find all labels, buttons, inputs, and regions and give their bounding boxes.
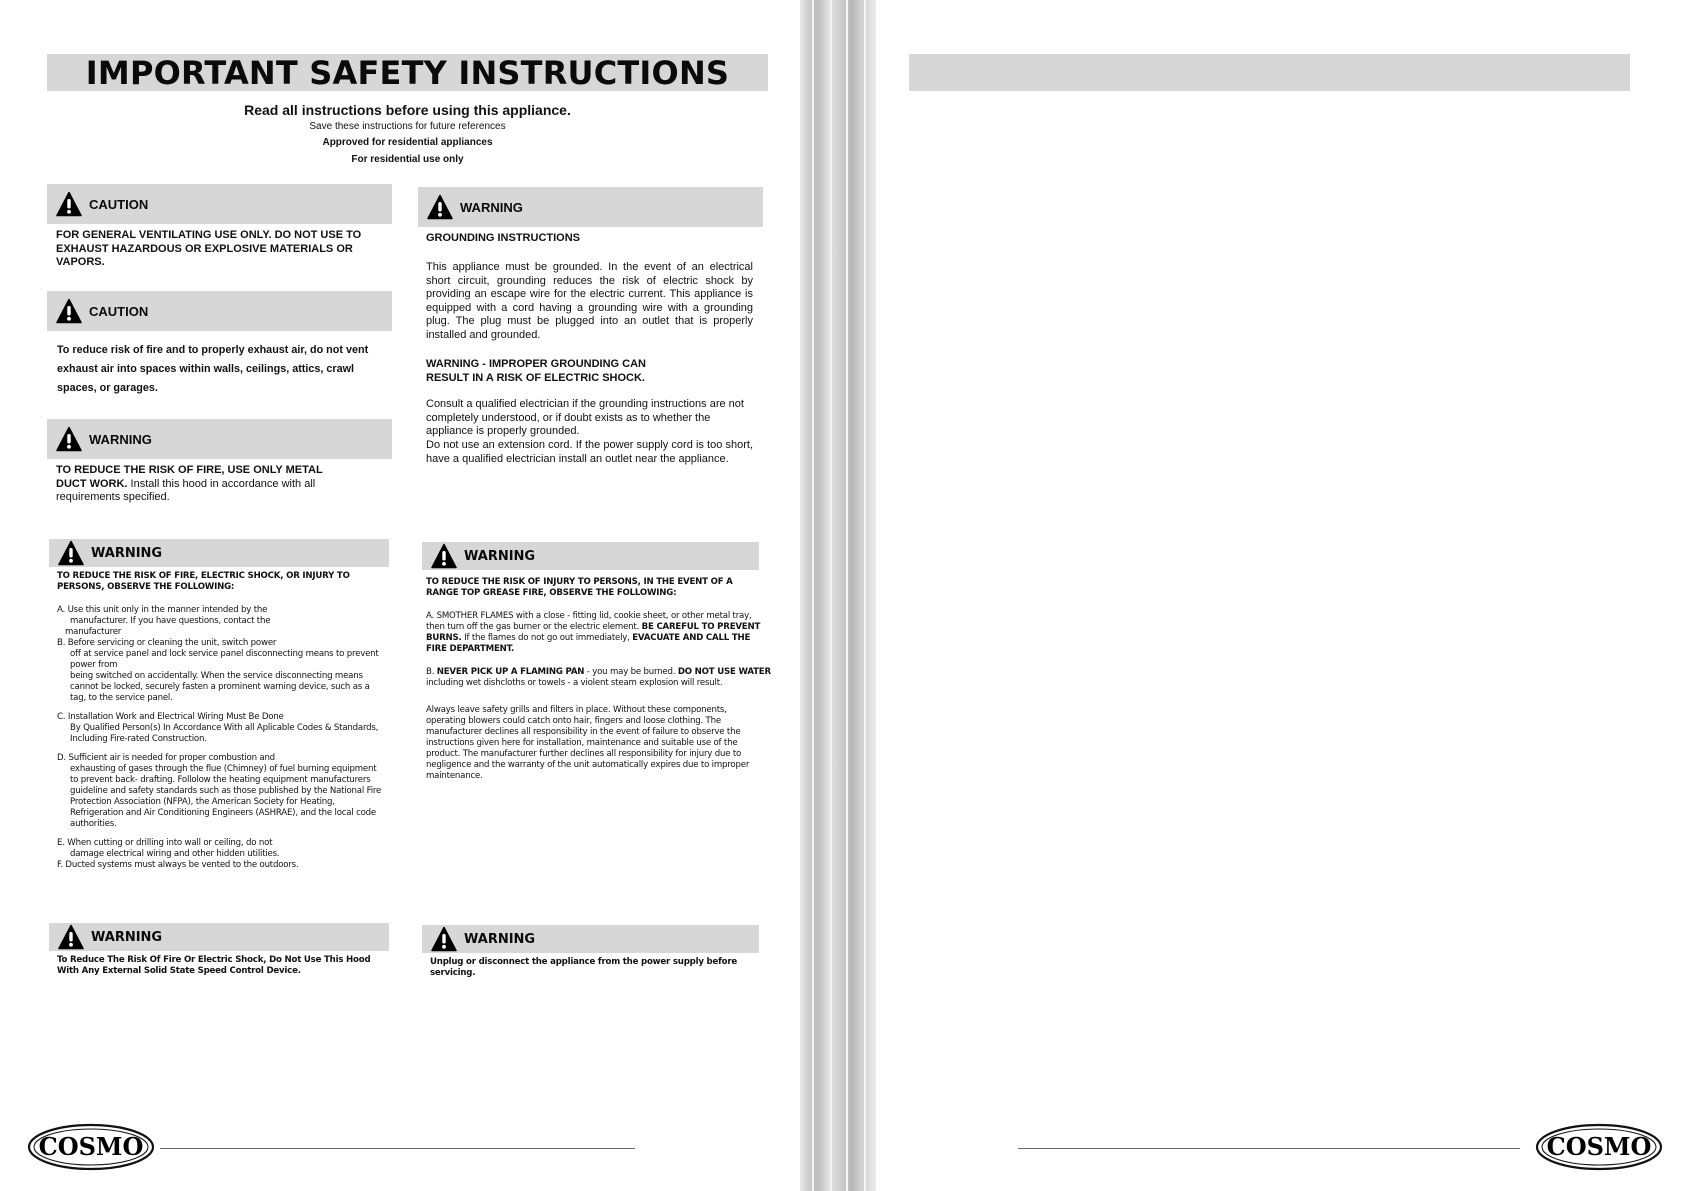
list-item-e2: damage electrical wiring and other hidden utilities. <box>70 849 280 859</box>
grease-heading: TO REDUCE THE RISK OF INJURY TO PERSONS, IN THE EVENT OF A RANGE TOP GREASE FIRE, OBSERVE THE FOLLOWING: <box>426 577 733 598</box>
warning-triangle-icon <box>427 194 453 220</box>
right-title-bar <box>909 54 1630 91</box>
cosmo-logo-left <box>26 1122 156 1172</box>
caution-text-1: FOR GENERAL VENTILATING USE ONLY. DO NOT USE TO EXHAUST HAZARDOUS OR EXPLOSIVE MATERIALS OR VAPORS. <box>56 229 362 268</box>
warning-duct-bold: TO REDUCE THE RISK OF FIRE, USE ONLY METAL DUCT WORK. <box>56 464 323 490</box>
caution-header-1 <box>47 184 392 224</box>
list-item-a2: manufacturer. If you have questions, contact the <box>70 616 271 626</box>
warning-duct-normal: Install this hood in accordance with all requirements specified. <box>56 477 316 503</box>
grease-b-normal-2: - you may be burned. <box>584 667 678 677</box>
book-spine <box>800 0 876 1191</box>
footer-line-left <box>160 1148 635 1149</box>
warning-triangle-icon <box>431 543 457 569</box>
grease-para: Always leave safety grills and filters in place. Without these components, operating blowers could catch onto hair, fingers and loose clothing. The manufacturer declines all responsibility in the event of failure to observe the instructions given here for installation, maintenance and suitable use of the product. The manufacturer further declines all responsibility for injury due to negligence and the warranty of the unit automatically expires due to improper maintenance. <box>426 705 750 781</box>
grease-b-normal-3: including wet dishcloths or towels - a violent steam explosion will result. <box>426 678 723 688</box>
grease-item-b <box>426 667 776 689</box>
warning-injury-list <box>57 605 387 871</box>
grease-b-bold-1: NEVER PICK UP A FLAMING PAN <box>436 667 585 677</box>
caution-label-2: CAUTION <box>89 303 149 319</box>
list-item-e1: E. When cutting or drilling into wall or ceiling, do not <box>57 838 273 848</box>
list-item-c1: C. Installation Work and Electrical Wiring Must Be Done <box>57 712 284 722</box>
list-item-d1: D. Sufficient air is needed for proper combustion and <box>57 753 275 763</box>
warning-label-injury: WARNING <box>91 545 163 561</box>
warning-header-speed <box>49 923 389 951</box>
grounding-para-1: This appliance must be grounded. In the event of an electrical short circuit, grounding reduces the risk of electric shock by providing an escape wire for the electric current. This appliance is equipped with a cord having a grounding wire with a grounding plug. The plug must be plugged into an outlet that is properly installed and grounded. <box>426 261 753 341</box>
intro-main: Read all instructions before using this appliance. <box>244 102 571 118</box>
grounding-para-3: Do not use an extension cord. If the power supply cord is too short, have a qualified electrician install an outlet near the appliance. <box>426 439 753 465</box>
spine-stripe <box>830 0 832 1191</box>
intro-approved: Approved for residential appliances <box>322 137 493 148</box>
spine-stripe <box>812 0 814 1191</box>
list-item-f1: F. Ducted systems must always be vented to the outdoors. <box>57 860 299 870</box>
grease-a-normal-1: A. SMOTHER FLAMES with a close - fitting lid, cookie sheet, or other metal tray, then turn off the gas burner or the electric element. <box>426 611 752 632</box>
warning-triangle-icon <box>431 926 457 952</box>
warning-triangle-icon <box>56 426 82 452</box>
list-item-d2: exhausting of gases through the flue (Chimney) of fuel burning equipment to prevent back- drafting. Follolow the heating equipment manufacturers guideline and safety standards such as those published by the National Fire Protection Association (NFPA), the American Society for Heating, Refrigeration and Air Conditioning Engineers (ASHRAE), and the local code authorities. <box>70 764 382 829</box>
warning-header-ground <box>418 187 763 227</box>
grease-b-normal-1: B. <box>426 667 437 677</box>
footer-line-right <box>1018 1148 1520 1149</box>
warning-label-grease: WARNING <box>464 548 536 564</box>
grease-item-a <box>426 611 766 655</box>
list-item-c2: By Qualified Person(s) In Accordance With all Aplicable Codes & Standards, Including Fire-rated Construction. <box>70 723 379 744</box>
intro-residential: For residential use only <box>351 154 464 165</box>
warning-triangle-icon <box>56 298 82 324</box>
grease-a-bold-1: BE CAREFUL TO PREVENT BURNS. <box>426 622 761 643</box>
list-item-a1: A. Use this unit only in the manner intended by the <box>57 605 268 615</box>
warning-unplug-text: Unplug or disconnect the appliance from the power supply before servicing. <box>430 957 738 978</box>
warning-triangle-icon <box>58 540 84 566</box>
right-page <box>876 0 1684 1191</box>
grounding-heading: GROUNDING INSTRUCTIONS <box>426 232 580 244</box>
warning-injury-heading: TO REDUCE THE RISK OF FIRE, ELECTRIC SHOCK, OR INJURY TO PERSONS, OBSERVE THE FOLLOWING: <box>57 571 350 592</box>
caution-label-1: CAUTION <box>89 196 149 212</box>
list-item-b2: off at service panel and lock service panel disconnecting means to prevent power from <box>70 649 379 670</box>
warning-label-ground: WARNING <box>460 199 523 215</box>
warning-label-speed: WARNING <box>91 929 163 945</box>
warning-text-duct <box>56 464 346 505</box>
grease-b-bold-2: DO NOT USE WATER <box>677 667 771 677</box>
warning-triangle-icon <box>58 924 84 950</box>
warning-label-duct: WARNING <box>89 431 152 447</box>
caution-header-2 <box>47 291 392 331</box>
page-title-bar <box>47 54 768 91</box>
warning-speed-text: To Reduce The Risk Of Fire Or Electric Shock, Do Not Use This Hood With Any External Solid State Speed Control Device. <box>57 955 371 976</box>
spine-stripe <box>864 0 866 1191</box>
grease-a-normal-2: If the flames do not go out immediately, <box>461 633 633 643</box>
list-item-b3: being switched on accidentally. When the service disconnecting means cannot be locked, securely fasten a prominent warning device, such as a tag, to the service panel. <box>70 671 370 703</box>
warning-header-grease <box>422 542 759 570</box>
grease-a-bold-2: EVACUATE AND CALL THE FIRE DEPARTMENT. <box>426 633 751 654</box>
intro-save: Save these instructions for future references <box>309 121 506 132</box>
grounding-para-2: Consult a qualified electrician if the grounding instructions are not completely understood, or if doubt exists as to whether the appliance is properly grounded. <box>426 398 744 437</box>
left-page <box>0 0 800 1191</box>
warning-header-injury <box>49 539 389 567</box>
warning-header-unplug <box>422 925 759 953</box>
grounding-heading-2: WARNING - IMPROPER GROUNDING CAN RESULT IN A RISK OF ELECTRIC SHOCK. <box>426 358 646 384</box>
cosmo-logo-text-right: COSMO <box>1546 1132 1652 1161</box>
caution-text-2: To reduce risk of fire and to properly exhaust air, do not vent exhaust air into spaces within walls, ceilings, attics, crawl spaces, or garages. <box>57 344 369 394</box>
cosmo-logo-text-left: COSMO <box>38 1132 144 1161</box>
cosmo-logo-right <box>1534 1122 1664 1172</box>
warning-header-duct <box>47 419 392 459</box>
list-item-a3: manufacturer <box>65 627 122 637</box>
list-item-b1: B. Before servicing or cleaning the unit, switch power <box>57 638 277 648</box>
warning-label-unplug: WARNING <box>464 931 536 947</box>
warning-triangle-icon <box>56 191 82 217</box>
spine-stripe <box>846 0 848 1191</box>
page-title: IMPORTANT SAFETY INSTRUCTIONS <box>85 53 730 92</box>
